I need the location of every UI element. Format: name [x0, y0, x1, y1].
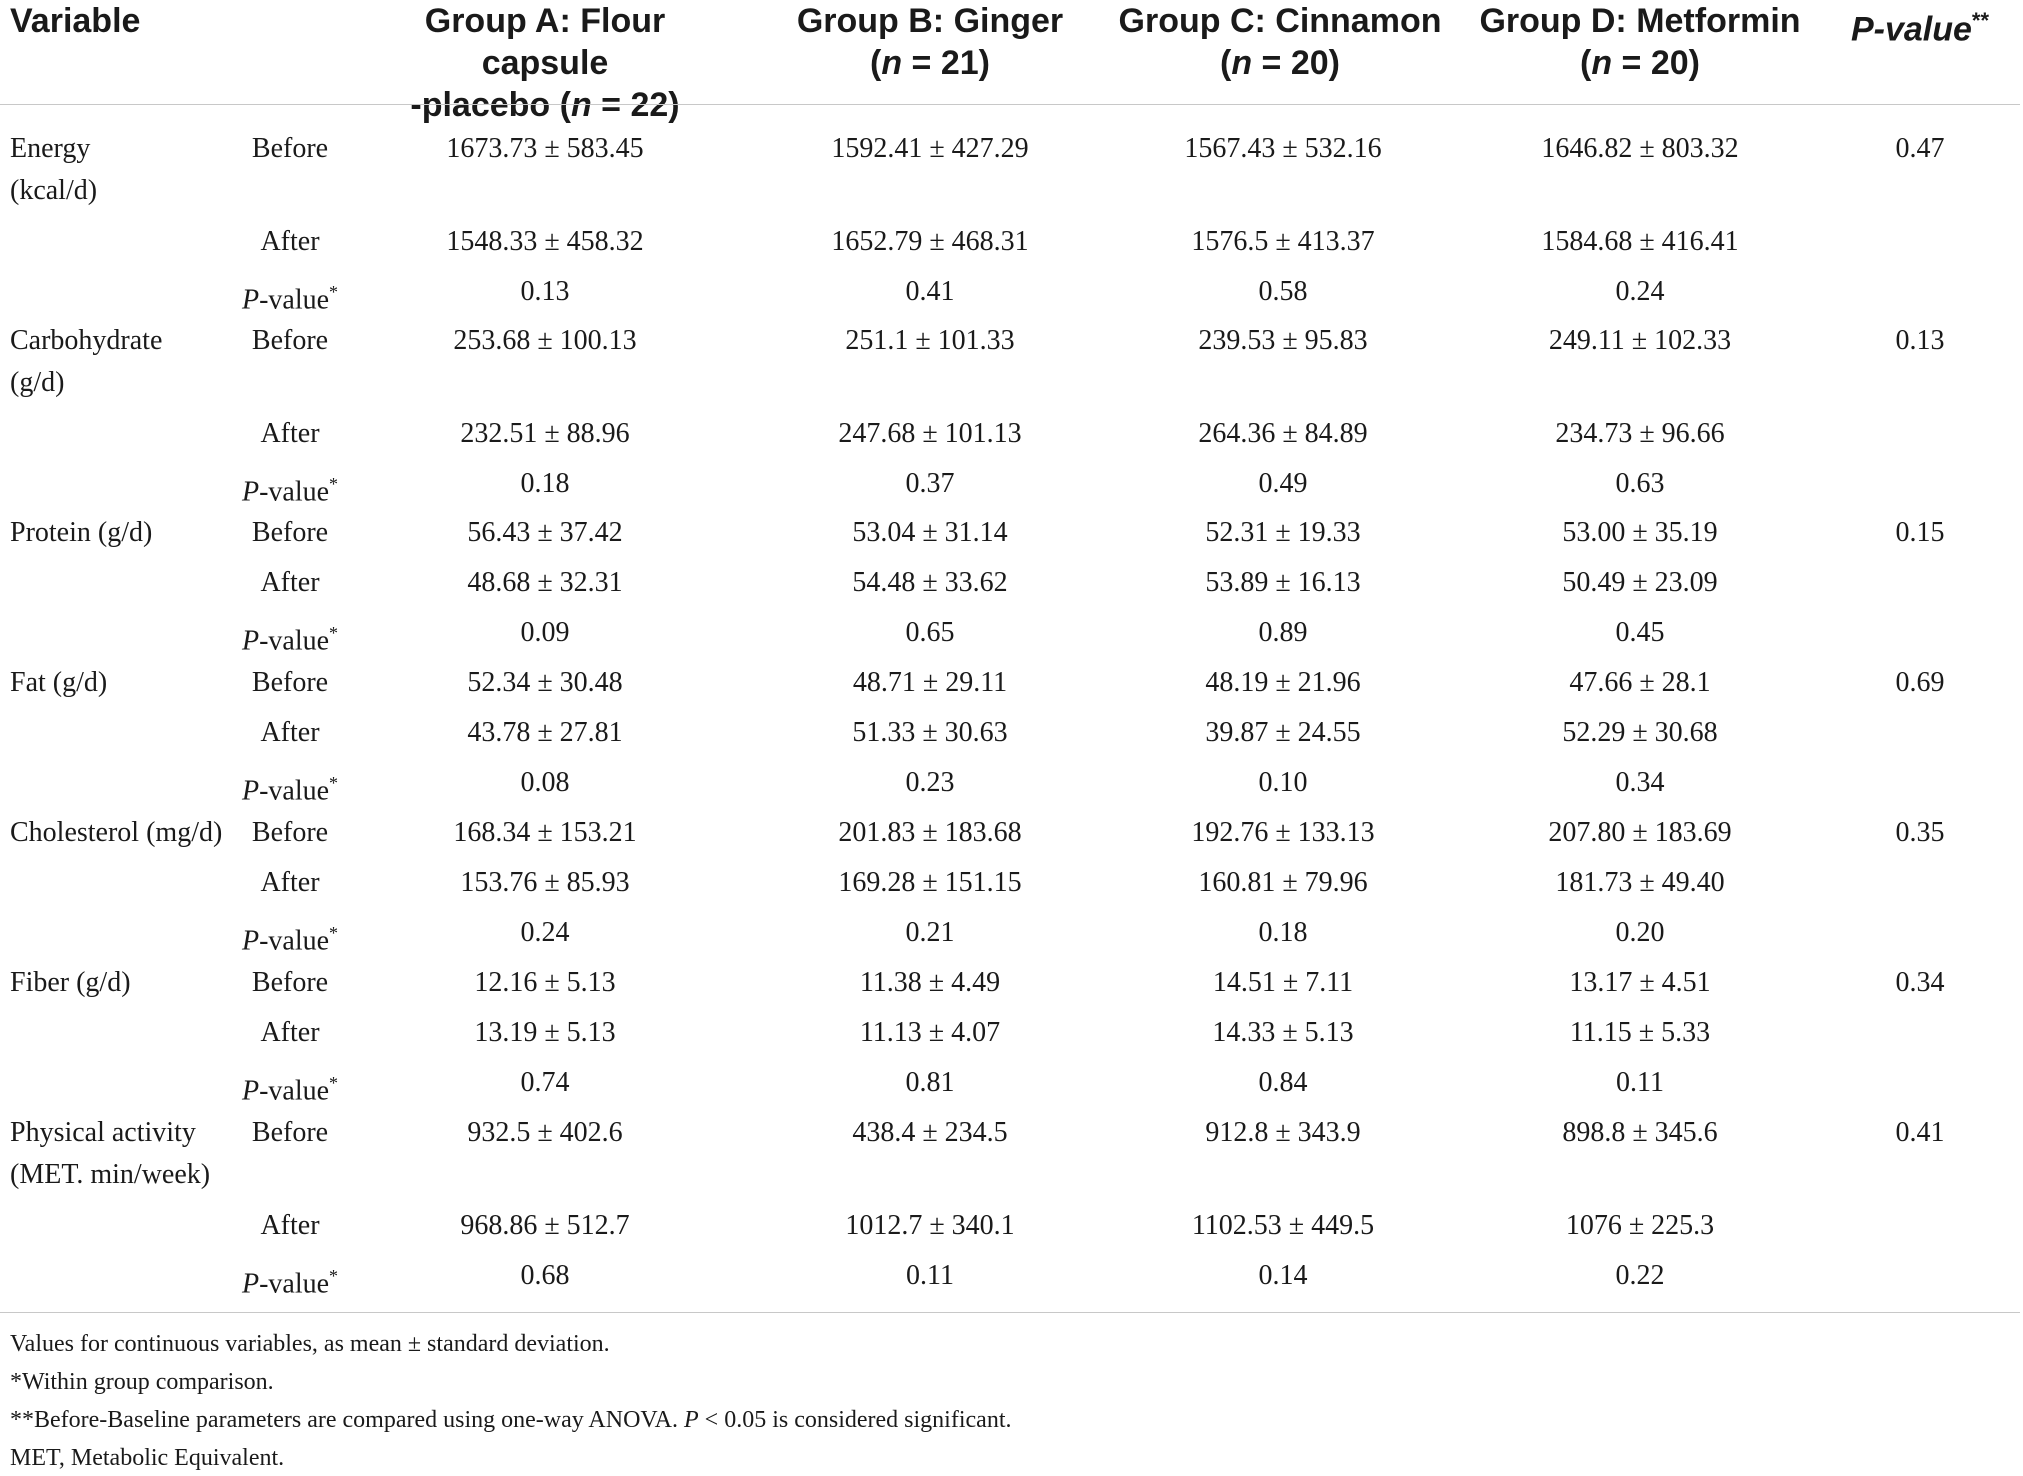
footnote-values: Values for continuous variables, as mean ± standard deviation. [10, 1331, 610, 1357]
table-cell: 0.37 [905, 468, 955, 499]
variable-label-line1: Fat (g/d) [10, 667, 108, 698]
header-rule [0, 104, 2020, 105]
variable-label [10, 128, 97, 212]
row-label-before: Before [251, 817, 329, 848]
variable-label [10, 512, 152, 554]
table-cell: 1076 ± 225.3 [1565, 1210, 1715, 1241]
pvalue-cell: 0.15 [1895, 517, 1945, 548]
pvalue-cell: 0.13 [1895, 325, 1945, 356]
table-cell: 14.51 ± 7.11 [1212, 967, 1354, 998]
row-label-after: After [260, 567, 320, 598]
table-cell: 181.73 ± 49.40 [1555, 867, 1725, 898]
row-label-pvalue-text: -value [259, 625, 330, 657]
table-cell: 53.00 ± 35.19 [1562, 517, 1718, 548]
table-cell: 0.89 [1258, 617, 1308, 648]
row-label-before: Before [251, 325, 329, 356]
table-cell: 1567.43 ± 532.16 [1184, 133, 1382, 164]
footnote-within: *Within group comparison. [10, 1369, 274, 1395]
row-label-pvalue-text: -value [259, 1075, 330, 1107]
table-cell: 0.24 [1615, 276, 1665, 307]
pvalue-cell: 0.35 [1895, 817, 1945, 848]
table-cell: 168.34 ± 153.21 [453, 817, 637, 848]
table-cell: 0.24 [520, 917, 570, 948]
table-cell: 0.68 [520, 1260, 570, 1291]
table-cell: 52.31 ± 19.33 [1205, 517, 1361, 548]
row-label-before: Before [251, 517, 329, 548]
row-label-p: P [241, 925, 260, 957]
row-label-pvalue-text: -value [259, 775, 330, 807]
row-label-p: P [241, 625, 260, 657]
table-cell: 0.10 [1258, 767, 1308, 798]
table-cell: 0.63 [1615, 468, 1665, 499]
table-cell: 14.33 ± 5.13 [1212, 1017, 1354, 1048]
header-pvalue: P-value** [1850, 8, 1990, 49]
row-label-pvalue [220, 463, 360, 513]
variable-label-line1: Cholesterol (mg/d) [10, 817, 223, 848]
table-cell: 1102.53 ± 449.5 [1191, 1210, 1375, 1241]
table-cell: 11.38 ± 4.49 [859, 967, 1001, 998]
table-cell: 53.89 ± 16.13 [1205, 567, 1361, 598]
row-label-p: P [241, 476, 260, 508]
bottom-rule [0, 1312, 2020, 1313]
table-cell: 1548.33 ± 458.32 [446, 226, 644, 257]
table-cell: 239.53 ± 95.83 [1198, 325, 1368, 356]
row-label-before: Before [251, 967, 329, 998]
row-label-p: P [241, 775, 260, 807]
table-cell: 0.81 [905, 1067, 955, 1098]
table-cell: 13.19 ± 5.13 [474, 1017, 616, 1048]
table-cell: 1012.7 ± 340.1 [845, 1210, 1015, 1241]
variable-label-line1: Energy [10, 133, 91, 164]
row-label-star: * [329, 773, 339, 793]
table-cell: 0.34 [1615, 767, 1665, 798]
table-cell: 192.76 ± 133.13 [1191, 817, 1375, 848]
table-cell: 0.45 [1615, 617, 1665, 648]
table-cell: 160.81 ± 79.96 [1198, 867, 1368, 898]
row-label-pvalue [220, 271, 360, 321]
table-cell: 0.21 [905, 917, 955, 948]
table-cell: 13.17 ± 4.51 [1569, 967, 1711, 998]
table-cell: 0.08 [520, 767, 570, 798]
variable-label [10, 1112, 210, 1196]
row-label-pvalue [220, 612, 360, 662]
row-label-p: P [241, 1075, 260, 1107]
table-cell: 438.4 ± 234.5 [852, 1117, 1008, 1148]
row-label-before: Before [251, 667, 329, 698]
variable-label-line2: (kcal/d) [10, 175, 98, 206]
footnote-met: MET, Metabolic Equivalent. [10, 1445, 285, 1471]
row-label-p: P [241, 1268, 260, 1300]
table-cell: 0.14 [1258, 1260, 1308, 1291]
row-label-pvalue-text: -value [259, 1268, 330, 1300]
table-cell: 0.74 [520, 1067, 570, 1098]
header-group-c: Group C: Cinnamon (n = 20) [1118, 2, 1442, 82]
row-label-after: After [260, 418, 320, 449]
table-cell: 0.18 [520, 468, 570, 499]
table-cell: 0.20 [1615, 917, 1665, 948]
header-group-d: Group D: Metformin (n = 20) [1479, 2, 1801, 82]
table-cell: 43.78 ± 27.81 [467, 717, 623, 748]
row-label-pvalue [220, 1062, 360, 1112]
pvalue-cell: 0.69 [1895, 667, 1945, 698]
table-cell: 51.33 ± 30.63 [852, 717, 1008, 748]
table-cell: 48.68 ± 32.31 [467, 567, 623, 598]
variable-label-line1: Carbohydrate [10, 325, 163, 356]
table-cell: 898.8 ± 345.6 [1562, 1117, 1718, 1148]
row-label-before: Before [251, 1117, 329, 1148]
table-cell: 0.22 [1615, 1260, 1665, 1291]
table-cell: 207.80 ± 183.69 [1548, 817, 1732, 848]
table-cell: 912.8 ± 343.9 [1205, 1117, 1361, 1148]
variable-label [10, 812, 222, 854]
table-cell: 48.71 ± 29.11 [852, 667, 1008, 698]
table-cell: 0.09 [520, 617, 570, 648]
header-variable: Variable [10, 2, 141, 40]
row-label-p: P [241, 284, 260, 316]
pvalue-cell: 0.34 [1895, 967, 1945, 998]
row-label-star: * [329, 1073, 339, 1093]
variable-label-line2: (MET. min/week) [10, 1159, 211, 1190]
table-cell: 1584.68 ± 416.41 [1541, 226, 1739, 257]
table-cell: 56.43 ± 37.42 [467, 517, 623, 548]
row-label-pvalue-text: -value [259, 284, 330, 316]
table-cell: 11.15 ± 5.33 [1569, 1017, 1711, 1048]
table-cell: 932.5 ± 402.6 [467, 1117, 623, 1148]
table-cell: 253.68 ± 100.13 [453, 325, 637, 356]
table-cell: 201.83 ± 183.68 [838, 817, 1022, 848]
table-cell: 1576.5 ± 413.37 [1191, 226, 1375, 257]
table-cell: 968.86 ± 512.7 [460, 1210, 630, 1241]
table-cell: 47.66 ± 28.1 [1569, 667, 1711, 698]
variable-label-line2: (g/d) [10, 367, 65, 398]
row-label-after: After [260, 226, 320, 257]
row-label-pvalue-text: -value [259, 925, 330, 957]
table-cell: 0.65 [905, 617, 955, 648]
variable-label-line1: Physical activity [10, 1117, 196, 1148]
table-cell: 0.18 [1258, 917, 1308, 948]
table-cell: 48.19 ± 21.96 [1205, 667, 1361, 698]
table-cell: 153.76 ± 85.93 [460, 867, 630, 898]
table-cell: 232.51 ± 88.96 [460, 418, 630, 449]
row-label-after: After [260, 867, 320, 898]
header-group-b: Group B: Ginger (n = 21) [796, 2, 1064, 82]
table-cell: 1673.73 ± 583.45 [446, 133, 644, 164]
row-label-star: * [329, 474, 339, 494]
pvalue-cell: 0.41 [1895, 1117, 1945, 1148]
header-group-a: Group A: Flour capsule -placebo (n = 22) [410, 2, 680, 124]
table-cell: 249.11 ± 102.33 [1548, 325, 1732, 356]
table-cell: 0.41 [905, 276, 955, 307]
variable-label [10, 962, 131, 1004]
row-label-after: After [260, 1017, 320, 1048]
table-cell: 50.49 ± 23.09 [1562, 567, 1718, 598]
table-cell: 54.48 ± 33.62 [852, 567, 1008, 598]
row-label-star: * [329, 282, 339, 302]
table-cell: 0.58 [1258, 276, 1308, 307]
table-cell: 169.28 ± 151.15 [838, 867, 1022, 898]
row-label-before: Before [251, 133, 329, 164]
pvalue-cell: 0.47 [1895, 133, 1945, 164]
row-label-pvalue [220, 1255, 360, 1305]
table-cell: 264.36 ± 84.89 [1198, 418, 1368, 449]
table-cell: 0.11 [906, 1260, 954, 1291]
table-cell: 0.49 [1258, 468, 1308, 499]
row-label-star: * [329, 923, 339, 943]
row-label-pvalue-text: -value [259, 476, 330, 508]
variable-label-line1: Fiber (g/d) [10, 967, 131, 998]
row-label-after: After [260, 717, 320, 748]
table-cell: 53.04 ± 31.14 [852, 517, 1008, 548]
row-label-pvalue [220, 912, 360, 962]
footnote-anova: **Before-Baseline parameters are compared using one-way ANOVA. P < 0.05 is considered significant. [10, 1407, 1012, 1433]
table-cell: 52.29 ± 30.68 [1562, 717, 1718, 748]
table-cell: 0.11 [1616, 1067, 1664, 1098]
table-cell: 52.34 ± 30.48 [467, 667, 623, 698]
table-cell: 11.13 ± 4.07 [859, 1017, 1001, 1048]
table-cell: 0.84 [1258, 1067, 1308, 1098]
table-cell: 251.1 ± 101.33 [845, 325, 1015, 356]
row-label-star: * [329, 623, 339, 643]
table-cell: 247.68 ± 101.13 [838, 418, 1022, 449]
row-label-star: * [329, 1266, 339, 1286]
table-cell: 0.13 [520, 276, 570, 307]
table-cell: 39.87 ± 24.55 [1205, 717, 1361, 748]
variable-label-line1: Protein (g/d) [10, 517, 153, 548]
row-label-after: After [260, 1210, 320, 1241]
table-cell: 0.23 [905, 767, 955, 798]
table-cell: 234.73 ± 96.66 [1555, 418, 1725, 449]
table-cell: 1646.82 ± 803.32 [1541, 133, 1739, 164]
variable-label [10, 662, 107, 704]
table-cell: 1652.79 ± 468.31 [831, 226, 1029, 257]
variable-label [10, 320, 162, 404]
row-label-pvalue [220, 762, 360, 812]
table-cell: 12.16 ± 5.13 [474, 967, 616, 998]
table-cell: 1592.41 ± 427.29 [831, 133, 1029, 164]
